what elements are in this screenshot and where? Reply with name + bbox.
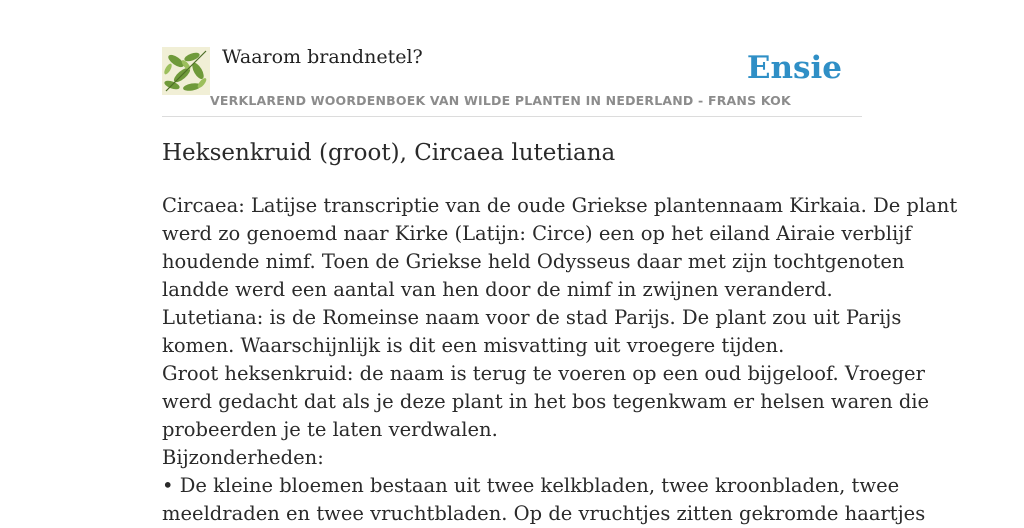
plant-leaves-icon[interactable] — [162, 47, 210, 95]
ensie-logo-link[interactable]: Ensie — [746, 50, 842, 86]
body-line: probeerden je te laten verdwalen. — [162, 418, 498, 441]
body-line: Circaea: Latijse transcriptie van de oude Griekse plantennaam Kirkaia. De plant — [162, 194, 958, 217]
body-line: Groot heksenkruid: de naam is terug te voeren op een oud bijgeloof. Vroeger — [162, 362, 925, 385]
body-line: komen. Waarschijnlijk is dit een misvatting uit vroegere tijden. — [162, 334, 785, 357]
book-subtitle: VERKLAREND WOORDENBOEK VAN WILDE PLANTEN IN NEDERLAND - FRANS KOK — [210, 93, 791, 108]
body-line: Lutetiana: is de Romeinse naam voor de stad Parijs. De plant zou uit Parijs — [162, 306, 902, 329]
body-line: werd zo genoemd naar Kirke (Latijn: Circe) een op het eiland Airaie verblijf — [162, 222, 912, 245]
entry-body — [162, 192, 958, 528]
body-line: • De kleine bloemen bestaan uit twee kelkbladen, twee kroonbladen, twee — [162, 474, 900, 497]
header — [162, 44, 862, 117]
body-line: meeldraden en twee vruchtbladen. Op de vruchtjes zitten gekromde haartjes — [162, 502, 926, 525]
entry-title: Heksenkruid (groot), Circaea lutetiana — [162, 140, 616, 166]
body-line: houdende nimf. Toen de Griekse held Odysseus daar met zijn tochtgenoten — [162, 250, 905, 273]
body-line: landde werd een aantal van hen door de nimf in zwijnen veranderd. — [162, 278, 833, 301]
body-line: werd gedacht dat als je deze plant in het bos tegenkwam er helsen waren die — [162, 390, 930, 413]
book-title[interactable]: Waarom brandnetel? — [222, 46, 423, 68]
body-line: Bijzonderheden: — [162, 446, 324, 469]
